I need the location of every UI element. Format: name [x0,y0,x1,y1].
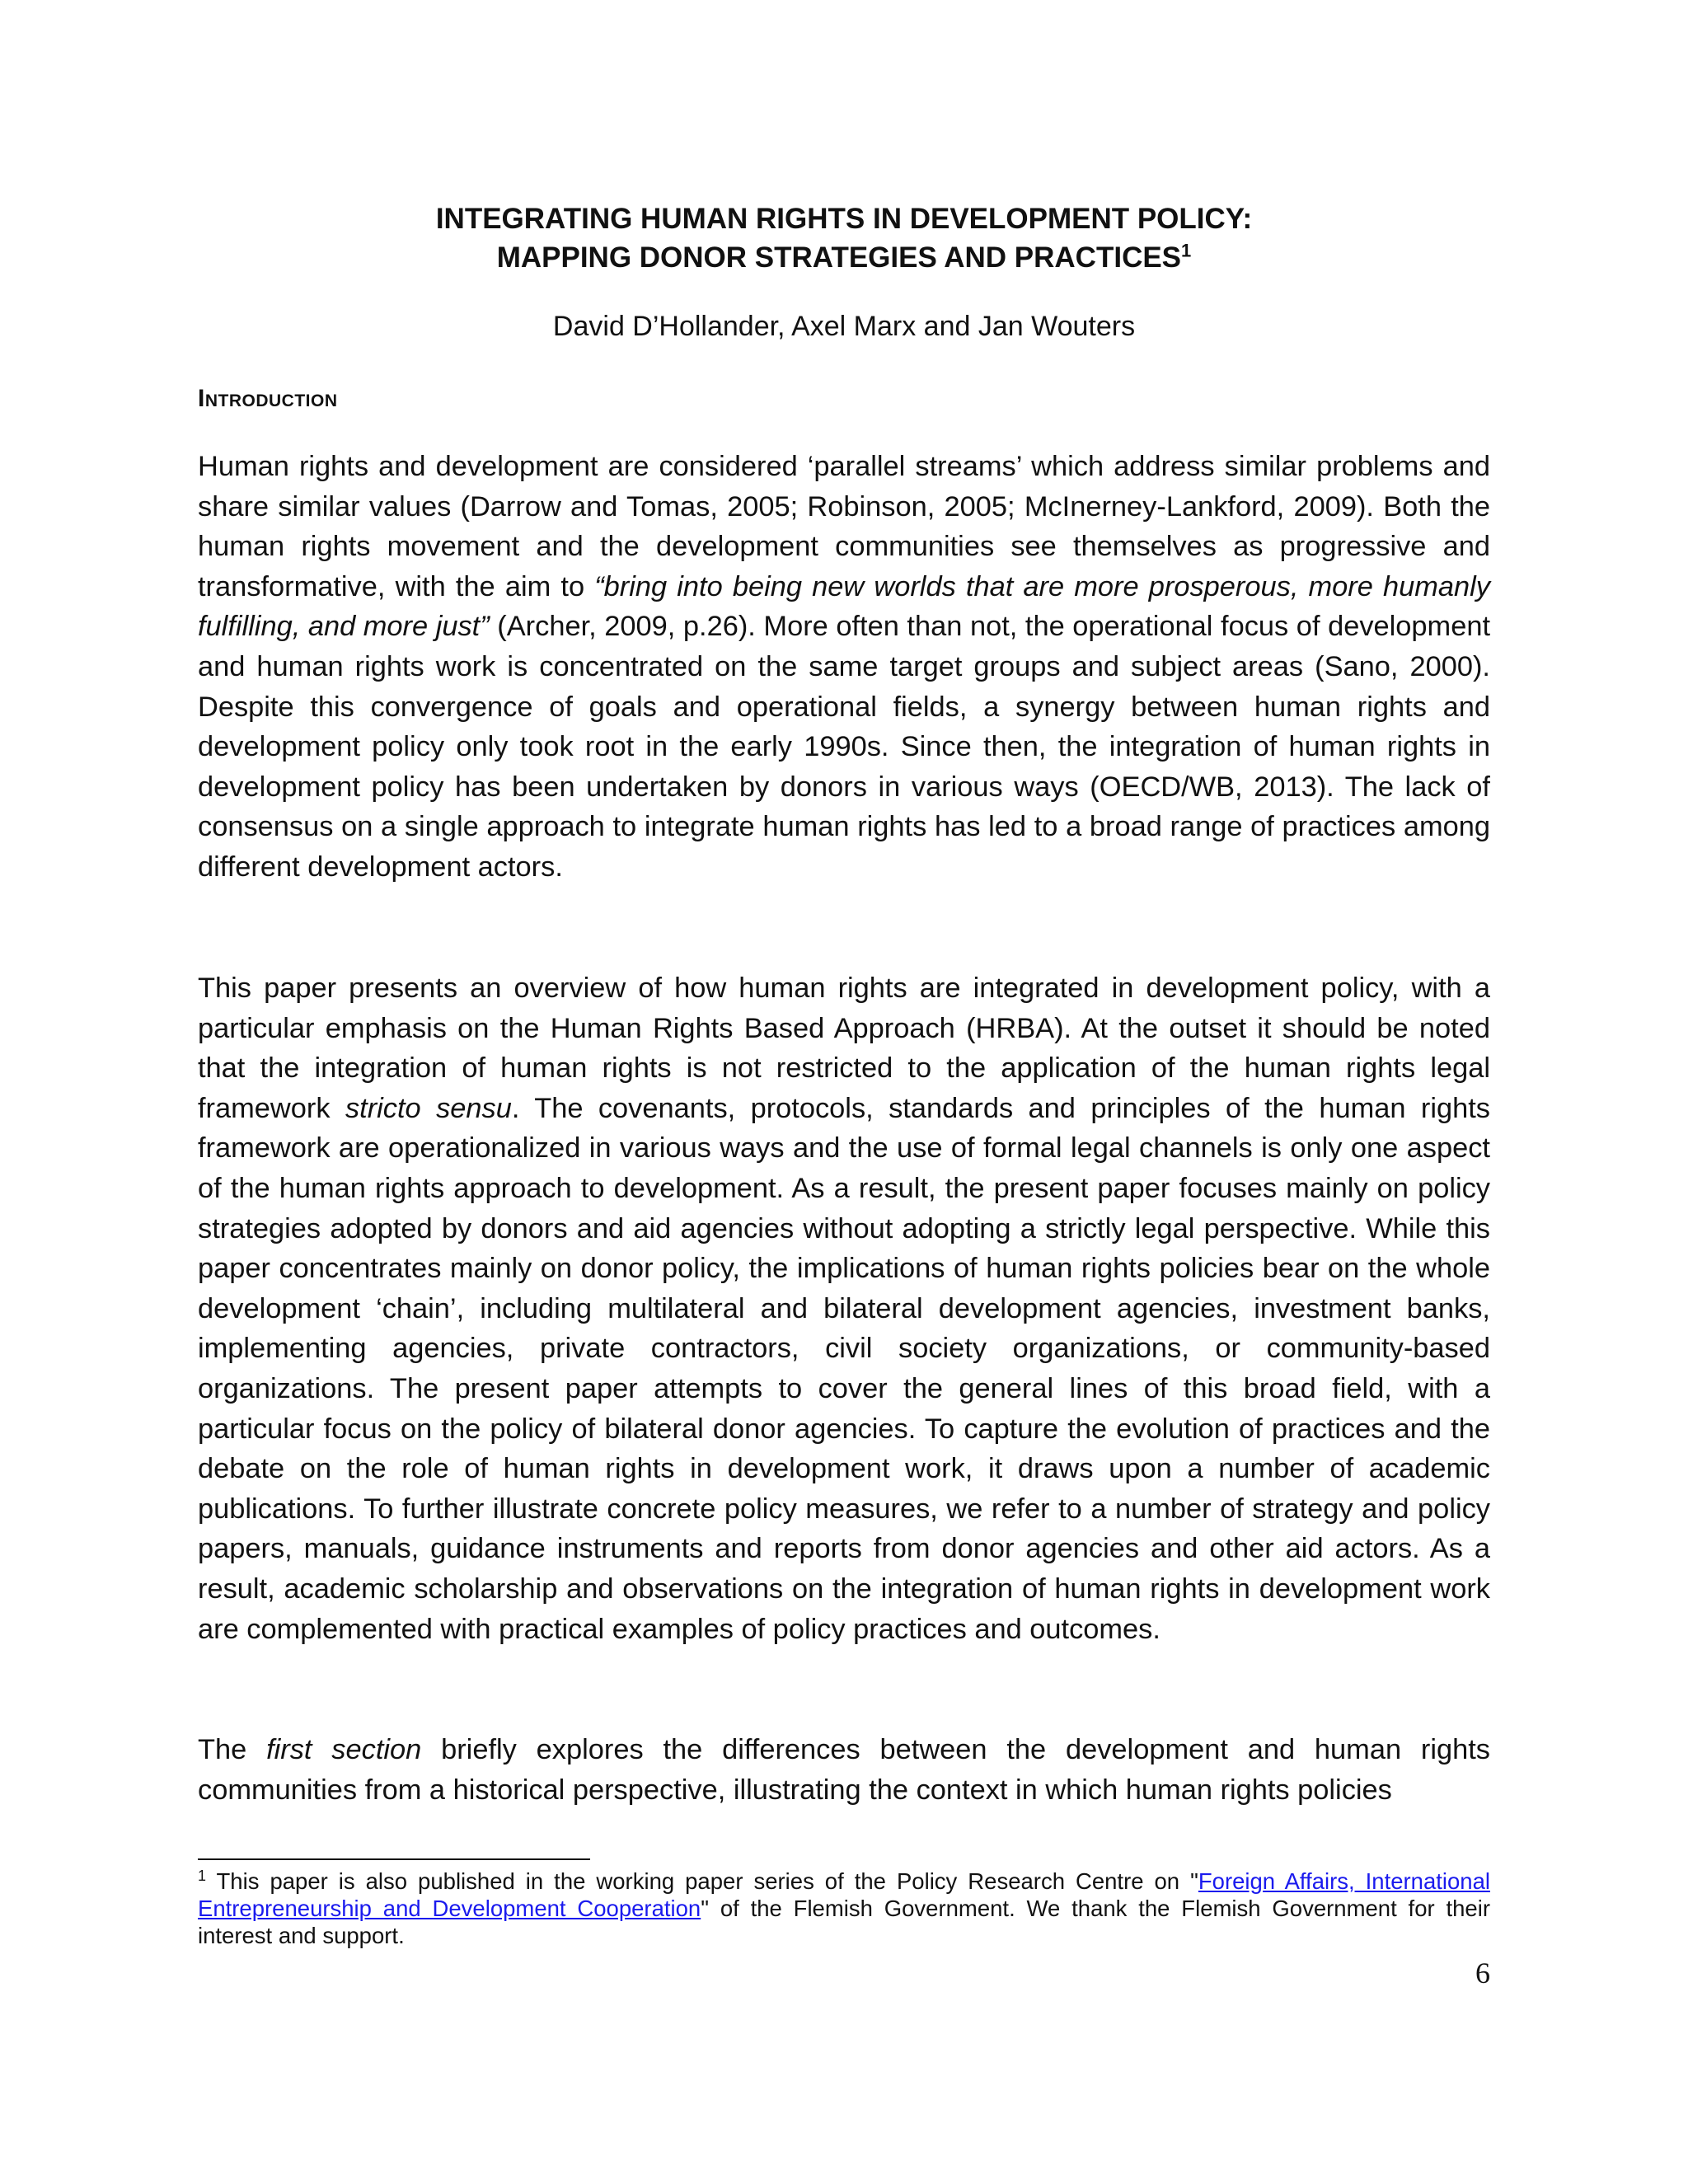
section-heading-introduction: Introduction [198,385,338,412]
paragraph-2 [198,968,1490,1649]
title-footnote-ref[interactable]: 1 [1181,240,1192,261]
page-number: 6 [1475,1957,1490,1990]
paper-title [198,199,1490,277]
footnote-text-b: " of the Flemish Government. We thank the Flemish Government for their interest and support. [198,1896,1490,1948]
paragraph-2-text-a: This paper presents an overview of how human rights are integrated in development policy, with a particular emphasis on the Human Rights Based Approach (HRBA). At the outset it should be noted that the integration of human rights is not restricted to the application of the human rights legal framework [198,972,1490,1124]
paragraph-1-quote: “bring into being new worlds that are more prosperous, more humanly fulfilling, and more just” [198,570,1490,643]
paragraph-2-text-b: . The covenants, protocols, standards and principles of the human rights framework are operationalized in various ways and the use of formal legal channels is only one aspect of the human rights approach to development. As a result, the present paper focuses mainly on policy strategies adopted by donors and aid agencies without adopting a strictly legal perspective. While this paper concentrates mainly on donor policy, the implications of human rights policies bear on the whole development ‘chain’, including multilateral and bilateral development agencies, investment banks, implementing agencies, private contractors, civil society organizations, or community-based organizations. The present paper attempts to cover the general lines of this broad field, with a particular focus on the policy of bilateral donor agencies. To capture the evolution of practices and the debate on the role of human rights in development work, it draws upon a number of academic publications. To further illustrate concrete policy measures, we refer to a number of strategy and policy papers, manuals, guidance instruments and reports from donor agencies and other aid actors. As a result, academic scholarship and observations on the integration of human rights in development work are complemented with practical examples of policy practices and outcomes. [198,1092,1490,1645]
footnote-1 [198,1868,1490,1949]
paragraph-3-text-a: The [198,1734,267,1765]
paragraph-1 [198,447,1490,888]
paragraph-2-italic: stricto sensu [345,1092,512,1124]
document-page [198,0,1490,2184]
paragraph-1-text-a: Human rights and development are considered ‘parallel streams’ which address similar problems and share similar values (Darrow and Tomas, 2005; Robinson, 2005; McInerney-Lankford, 2009). Both the human rights movement and the development communities see themselves as progressive and transformative, with the aim to [198,451,1490,602]
footnote-link[interactable]: Foreign Affairs, International Entrepreneurship and Development Cooperation [198,1868,1490,1921]
footnote-text-a: This paper is also published in the working paper series of the Policy Research Centre on " [206,1868,1198,1894]
footnote-divider [198,1858,590,1860]
paragraph-3-italic: first section [266,1734,422,1765]
author-list: David D’Hollander, Axel Marx and Jan Wouters [552,311,1136,342]
paragraph-3 [198,1730,1490,1810]
footnote-number: 1 [198,1867,207,1884]
paragraph-3-text-b: briefly explores the differences between the development and human rights communities from a historical perspective, illustrating the context in which human rights policies [198,1734,1490,1806]
paper-title-line-1: INTEGRATING HUMAN RIGHTS IN DEVELOPMENT POLICY: [435,203,1253,235]
paper-title-line-2: MAPPING DONOR STRATEGIES AND PRACTICES [496,241,1182,274]
paragraph-1-text-b: (Archer, 2009, p.26). More often than not, the operational focus of development and human rights work is concentrated on the same target groups and subject areas (Sano, 2000). Despite this convergence of goals and operational fields, a synergy between human rights and development policy only took root in the early 1990s. Since then, the integration of human rights in development policy has been undertaken by donors in various ways (OECD/WB, 2013). The lack of consensus on a single approach to integrate human rights has led to a broad range of practices among different development actors. [198,611,1490,883]
